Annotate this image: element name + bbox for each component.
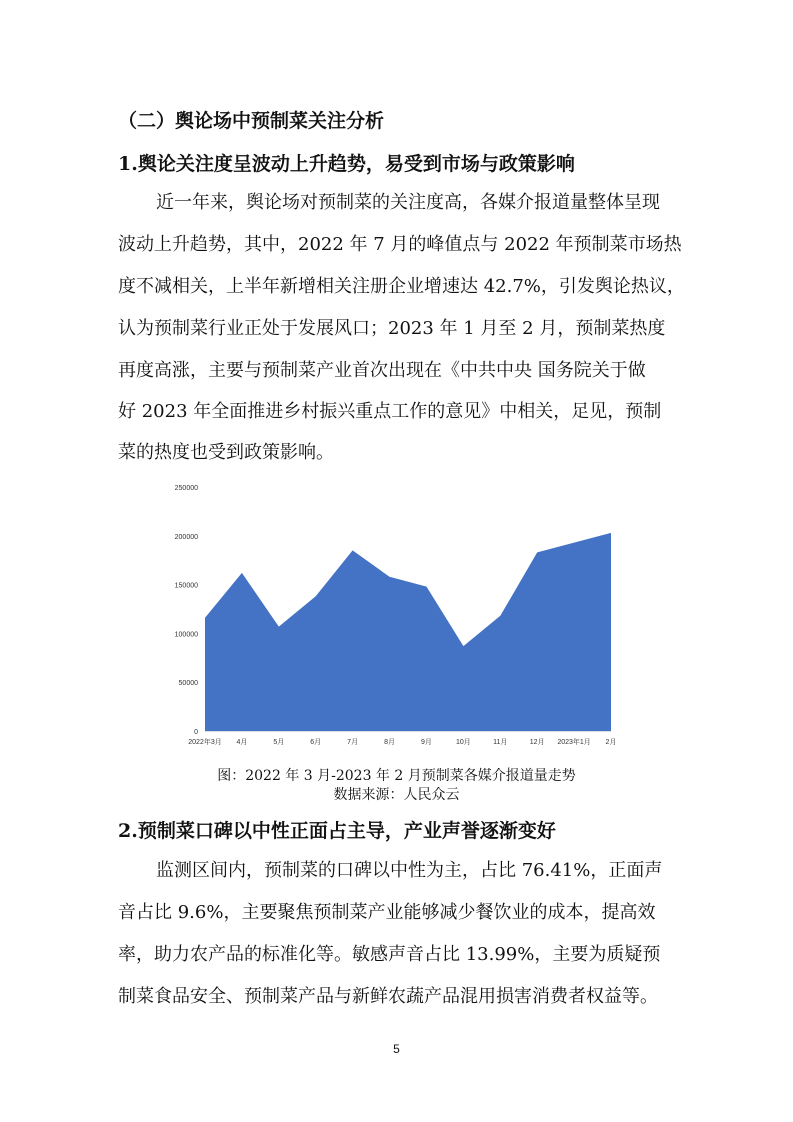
x-tick-label: 5月 [273, 739, 285, 746]
x-tick-label: 2月 [605, 739, 617, 746]
paragraph-line: 度不减相关，上半年新增相关注册企业增速达 42.7%，引发舆论热议， [118, 276, 685, 297]
y-tick-label: 50000 [178, 680, 198, 688]
area-chart [0, 478, 793, 758]
paragraph-line: 监测区间内，预制菜的口碑以中性为主，占比 76.41%，正面声 [156, 860, 663, 881]
paragraph-line: 好 2023 年全面推进乡村振兴重点工作的意见》中相关，足见，预制 [118, 401, 662, 422]
x-tick-label: 11月 [493, 739, 508, 746]
y-tick-label: 200000 [174, 533, 198, 541]
paragraph-line: 再度高涨，主要与预制菜产业首次出现在《中共中央 国务院关于做 [118, 360, 646, 381]
heading-2: 2.预制菜口碑以中性正面占主导，产业声誉逐渐变好 [118, 820, 556, 842]
y-tick-label: 250000 [174, 485, 198, 492]
y-tick-label: 100000 [174, 631, 198, 639]
area-series [205, 533, 611, 731]
x-tick-label: 4月 [236, 739, 248, 746]
paragraph-line: 认为预制菜行业正处于发展风口；2023 年 1 月至 2 月，预制菜热度 [118, 318, 666, 339]
paragraph-line: 音占比 9.6%，主要聚焦预制菜产业能够减少餐饮业的成本，提高效 [118, 902, 656, 923]
paragraph-line: 近一年来，舆论场对预制菜的关注度高，各媒介报道量整体呈现 [156, 192, 660, 213]
paragraph-line: 率，助力农产品的标准化等。敏感声音占比 13.99%，主要为质疑预 [118, 944, 661, 965]
heading-1: 1.舆论关注度呈波动上升趋势，易受到市场与政策影响 [118, 153, 575, 175]
x-tick-label: 6月 [310, 739, 322, 746]
y-tick-label: 0 [194, 729, 198, 736]
x-tick-label: 7月 [347, 739, 359, 746]
x-tick-label: 2022年3月 [188, 739, 222, 746]
x-tick-label: 9月 [421, 739, 432, 746]
y-tick-label: 150000 [174, 582, 198, 590]
page-number: 5 [393, 1042, 400, 1056]
chart-source: 数据来源：人民众云 [333, 787, 460, 803]
chart-caption: 图：2022 年 3 月-2023 年 2 月预制菜各媒介报道量走势 [217, 768, 576, 784]
x-tick-label: 12月 [529, 739, 545, 746]
x-tick-label: 8月 [384, 739, 395, 746]
section-title: （二）舆论场中预制菜关注分析 [118, 110, 385, 132]
x-tick-label: 2023年1月 [557, 739, 591, 746]
paragraph-line: 制菜食品安全、预制菜产品与新鲜农蔬产品混用损害消费者权益等。 [118, 986, 658, 1007]
x-tick-label: 10月 [455, 739, 471, 746]
paragraph-line: 菜的热度也受到政策影响。 [118, 442, 334, 463]
paragraph-line: 波动上升趋势，其中，2022 年 7 月的峰值点与 2022 年预制菜市场热 [118, 234, 682, 255]
